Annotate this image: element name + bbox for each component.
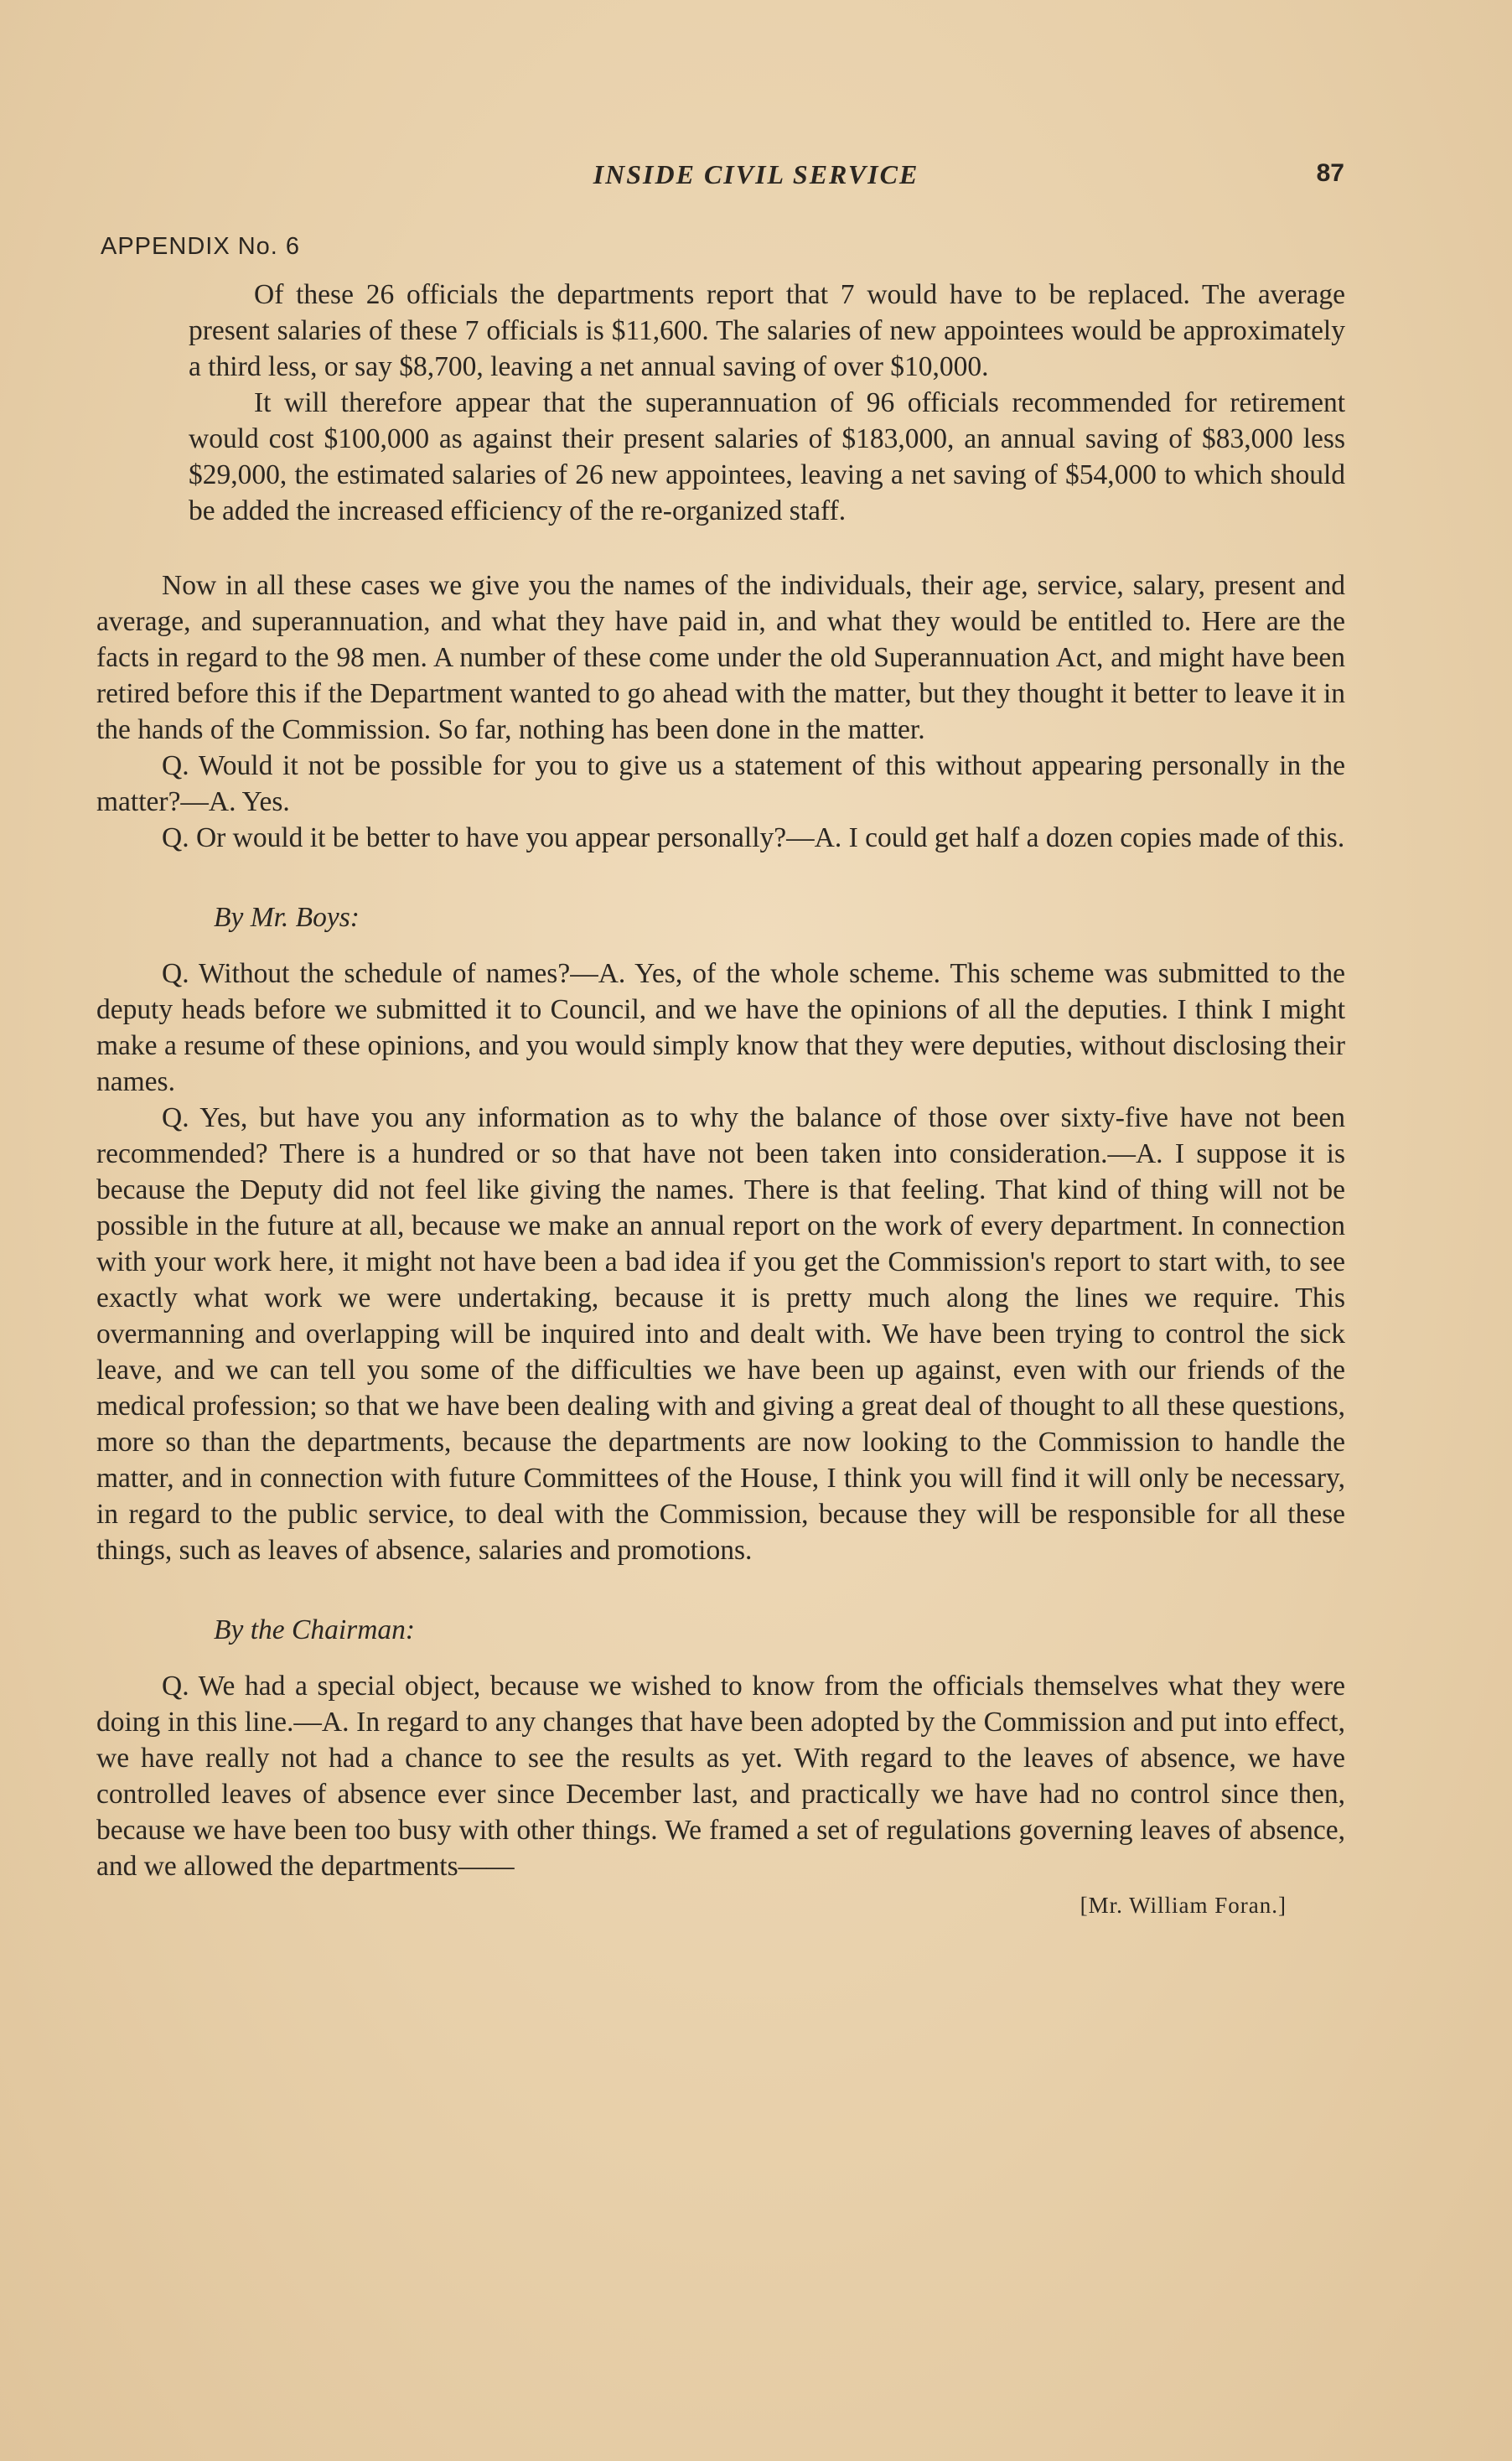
paragraph-superannuation-savings: It will therefore appear that the superannuation of 96 officials recommended for retirement would cost $100,000 as against their present salaries of $183,000, an annual saving of $83,000 less $29,000, the estimated salaries of 26 new appointees, leaving a net saving of $54,000 to which should be added the increased efficiency of the re-organized staff. bbox=[189, 387, 1345, 526]
paragraph-over-sixty-five: Q. Yes, but have you any information as to why the balance of those over sixty-five have not been recommended? There is a hundred or so that have not been taken into consideration.—A. I suppose it is because the Deputy did not feel like giving the names. There is that feeling. That kind of thing will not be possible in the future at all, because we make an annual report on the work of every department. In connection with your work here, it might not have been a bad idea if you get the Commission's report to start with, to see exactly what work we were undertaking, because it is pretty much along the lines we require. This overmanning and overlapping will be inquired into and dealt with. We have been trying to control the sick leave, and we can tell you some of the difficulties we have been up against, even with our friends of the medical profession; so that we have been dealing with and giving a great deal of thought to all these questions, more so than the departments, because the departments are now looking to the Commission to handle the matter, and in connection with future Committees of the House, I think you will find it will only be necessary, in regard to the public service, to deal with the Commission, because they will be responsible for all these things, such as leaves of absence, salaries and promotions. bbox=[96, 1102, 1345, 1566]
paragraph-question-statement: Q. Would it not be possible for you to give us a statement of this without appearing personally in the matter?—A. Yes. bbox=[96, 750, 1345, 817]
witness-signature: [Mr. William Foran.] bbox=[1080, 1893, 1287, 1918]
speaker-heading-mr-boys: By Mr. Boys: bbox=[214, 902, 360, 933]
report-excerpt bbox=[96, 277, 1345, 529]
paragraph-question-appear: Q. Or would it be better to have you appear personally?—A. I could get half a dozen copies made of this. bbox=[162, 822, 1345, 853]
speaker-heading-chairman: By the Chairman: bbox=[214, 1614, 416, 1645]
paragraph-individual-cases: Now in all these cases we give you the names of the individuals, their age, service, salary, present and average, and superannuation, and what they have paid in, and what they would be entitled to. Here are the facts in regard to the 98 men. A number of these come under the old Superannuation Act, and might have been retired before this if the Department wanted to go ahead with the matter, but they thought it better to leave it in the hands of the Commission. So far, nothing has been done in the matter. bbox=[96, 570, 1345, 745]
appendix-label: APPENDIX No. 6 bbox=[101, 233, 301, 260]
paragraph-schedule-of-names: Q. Without the schedule of names?—A. Yes, of the whole scheme. This scheme was submitted to the deputy heads before we submitted it to Council, and we have the opinions of all the deputies. I think I might make a resume of these opinions, and you would simply know that they were deputies, without disclosing their names. bbox=[96, 958, 1345, 1097]
document-body bbox=[96, 277, 1345, 1924]
paragraph-special-object: Q. We had a special object, because we wished to know from the officials themselves what they were doing in this line.—A. In regard to any changes that have been adopted by the Commission and put into effect, we have really not had a chance to see the results as yet. With regard to the leaves of absence, we have controlled leaves of absence ever since December last, and practically we have had no control since then, because we have been too busy with other things. We framed a set of regulations governing leaves of absence, and we allowed the departments—— bbox=[96, 1671, 1345, 1882]
paragraph-replacement-costs: Of these 26 officials the departments report that 7 would have to be replaced. The average present salaries of these 7 officials is $11,600. The salaries of new appointees would be approximately a third less, or say $8,700, leaving a net annual saving of over $10,000. bbox=[189, 279, 1345, 382]
page-number: 87 bbox=[1316, 159, 1344, 187]
running-header-title: INSIDE CIVIL SERVICE bbox=[593, 159, 919, 189]
